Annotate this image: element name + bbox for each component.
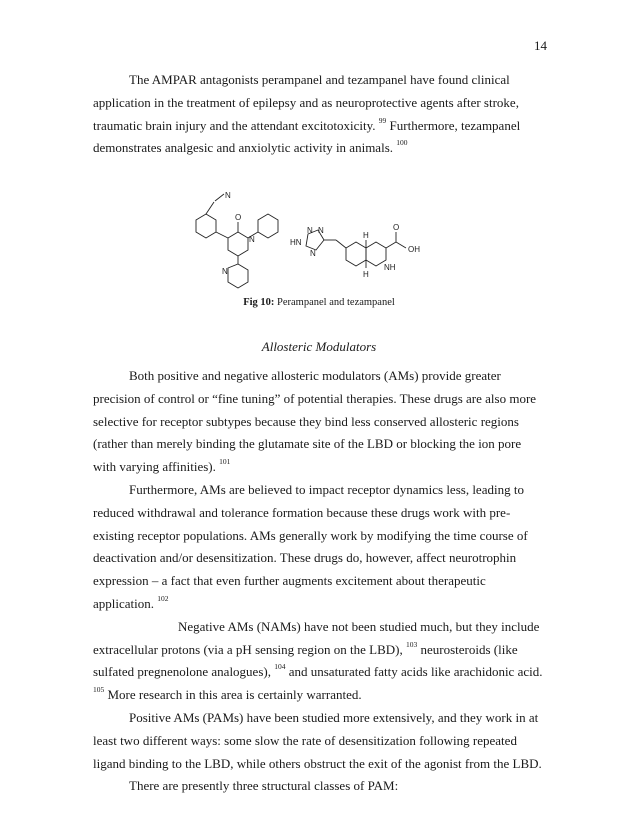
- pyridyl-ring: [228, 264, 248, 288]
- para1-text-b: Furthermore, tezampanel demonstrates analgesic and anxiolytic activity in animals.: [93, 117, 521, 156]
- atom-label-tetrazole-n2: N: [318, 226, 324, 235]
- atom-label-pyridyl-n: N: [222, 267, 228, 276]
- para2-text: Both positive and negative allosteric modulators (AMs) provide greater precision of control or “fine tuning” of potential therapies. These drugs are also more selective for receptor subtypes because they bind less conserved allosteric regions (rather than merely binding the glutamate site of the LBD or blocking the ion pore with varying affinities).: [93, 368, 537, 475]
- atom-label-tetrazole-hn: HN: [290, 238, 302, 247]
- atom-label-nh: NH: [384, 263, 396, 272]
- citation-100: 100: [396, 138, 408, 148]
- pyridone-ring: [228, 232, 248, 256]
- citation-99: 99: [378, 115, 387, 125]
- figure-caption: [0, 297, 638, 308]
- atom-label-h-top: H: [363, 231, 369, 240]
- atom-label-pyridone-n: N: [249, 235, 255, 244]
- benzene-ring: [196, 214, 216, 238]
- atom-label-oh: OH: [408, 245, 420, 254]
- para1-text-a: The AMPAR antagonists perampanel and tezampanel have found clinical application in the treatment of epilepsy and as neuroprotective agents after stroke, traumatic brain injury and the attendant excitotoxicity.: [93, 72, 519, 133]
- atom-label-acid-o: O: [393, 223, 400, 232]
- figure-structures: [180, 190, 460, 290]
- atom-label-h-bottom: H: [363, 270, 369, 279]
- body-text: [93, 365, 545, 798]
- para4-text-d: More research in this area is certainly warranted.: [104, 687, 362, 703]
- page-number: 14: [534, 38, 547, 53]
- paragraph-am-overview: [93, 365, 545, 479]
- atom-label-tetrazole-n3: N: [310, 249, 316, 258]
- para4-text-c: and unsaturated fatty acids like arachidonic acid.: [285, 664, 543, 680]
- para4-text-a: Negative AMs (NAMs) have not been studied much, but they include extracellular protons (via a pH sensing region on the LBD),: [93, 618, 540, 657]
- atom-label-nitrile-n: N: [225, 191, 231, 200]
- citation-105: 105: [93, 685, 105, 695]
- paragraph-intro: [93, 69, 545, 160]
- citation-101: 101: [219, 457, 231, 467]
- para3-text: Furthermore, AMs are believed to impact receptor dynamics less, leading to reduced withdrawal and tolerance formation because these drugs work with pre-existing receptor populations. AMs generally work by modifying the time course of deactivation and/or desensitization. These drugs do, however, affect neurotrophin expression – a fact that even further augments excitement about therapeutic application.: [93, 481, 528, 611]
- figure-caption-text: Perampanel and tezampanel: [274, 297, 395, 308]
- figure-caption-label: Fig 10:: [243, 297, 275, 308]
- section-heading: Allosteric Modulators: [261, 339, 377, 354]
- atom-label-tetrazole-n1: N: [307, 226, 313, 235]
- citation-103: 103: [406, 639, 418, 649]
- paragraph-am-dynamics: [93, 479, 545, 616]
- paragraph-nams: [93, 616, 545, 707]
- cyclohexane-ring: [346, 242, 366, 266]
- para5-text: Positive AMs (PAMs) have been studied more extensively, and they work in at least two different ways: some slow the rate of desensitization following repeated ligand binding to the LBD, while others obstruct the exit of the agonist from the LBD.: [93, 709, 542, 771]
- paragraph-pam-classes: [93, 775, 545, 798]
- paragraph-pams: [93, 707, 545, 775]
- atom-label-pyridone-o: O: [235, 213, 242, 222]
- para4-text-b: neurosteroids (like sulfated pregnenolone analogues),: [93, 641, 518, 680]
- phenyl-ring: [258, 214, 278, 238]
- citation-104: 104: [274, 662, 286, 672]
- piperidine-ring: [366, 242, 386, 266]
- para6-text: There are presently three structural classes of PAM:: [129, 778, 399, 794]
- citation-102: 102: [157, 593, 169, 603]
